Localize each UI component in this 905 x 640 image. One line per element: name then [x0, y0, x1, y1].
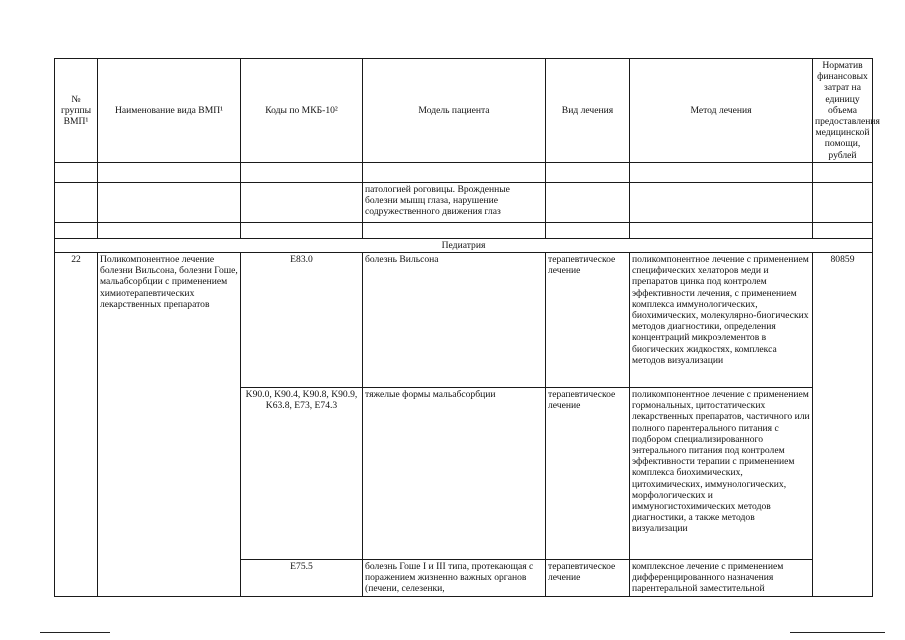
section-title: Педиатрия	[55, 238, 873, 252]
scan-edge-line	[40, 632, 110, 633]
patient-model-cell: болезнь Гоше I и III типа, протекающая с поражением жизненно важных органов (печени, селезенки,	[363, 560, 546, 597]
vmp-table	[54, 58, 880, 597]
section-row	[55, 238, 873, 252]
scan-edge-line	[790, 632, 885, 633]
header-treatment-method: Метод лечения	[630, 59, 813, 163]
table-row	[55, 253, 873, 388]
patient-model-cell: болезнь Вильсона	[363, 253, 546, 388]
icd-codes-cell: K90.0, K90.4, K90.8, K90.9, K63.8, E73, E74.3	[241, 388, 363, 560]
header-row	[55, 59, 873, 163]
treatment-method-cell: комплексное лечение с применением дифференцированного назначения парентеральной заместительной	[630, 560, 813, 597]
header-icd-codes: Коды по МКБ-10²	[241, 59, 363, 163]
group-number-cell: 22	[55, 253, 98, 597]
carry-over-row	[55, 182, 873, 222]
treatment-type-cell: терапевтическое лечение	[546, 560, 630, 597]
carry-over-model-text: патологией роговицы. Врожденные болезни мышц глаза, нарушение содружественного движения глаз	[363, 182, 546, 222]
header-patient-model: Модель пациента	[363, 59, 546, 163]
icd-codes-cell: E75.5	[241, 560, 363, 597]
icd-codes-cell: E83.0	[241, 253, 363, 388]
vmp-name-cell: Поликомпонентное лечение болезни Вильсона, болезни Гоше, мальабсорбции с применением химиотерапевтических лекарственных препаратов	[98, 253, 241, 597]
header-vmp-name: Наименование вида ВМП¹	[98, 59, 241, 163]
spacer-row	[55, 162, 873, 182]
header-group-number: № группы ВМП¹	[55, 59, 98, 163]
header-treatment-type: Вид лечения	[546, 59, 630, 163]
spacer-row	[55, 222, 873, 238]
treatment-method-cell: поликомпонентное лечение с применением гормональных, цитостатических лекарственных препаратов, частичного или полного парентерального питания с подбором специализированного энтерального питания под контролем эффективности терапии с применением комплекса биохимических, цитохимических, иммунологических, морфологических и иммуногистохимических методов диагностики, а также методов визуализации	[630, 388, 813, 560]
treatment-type-cell: терапевтическое лечение	[546, 388, 630, 560]
cost-norm-cell: 80859	[813, 253, 873, 597]
header-cost-norm: Норматив финансовых затрат на единицу объема предоставления медицинской помощи, рублей	[813, 59, 873, 163]
patient-model-cell: тяжелые формы мальабсорбции	[363, 388, 546, 560]
treatment-method-cell: поликомпонентное лечение с применением специфических хелаторов меди и препаратов цинка под контролем эффективности лечения, с применением комплекса иммунологических, биохимических, молекулярно-биогических методов диагностики, определения концентраций микроэлементов в биогических жидкостях, комплекса методов визуализации	[630, 253, 813, 388]
treatment-type-cell: терапевтическое лечение	[546, 253, 630, 388]
